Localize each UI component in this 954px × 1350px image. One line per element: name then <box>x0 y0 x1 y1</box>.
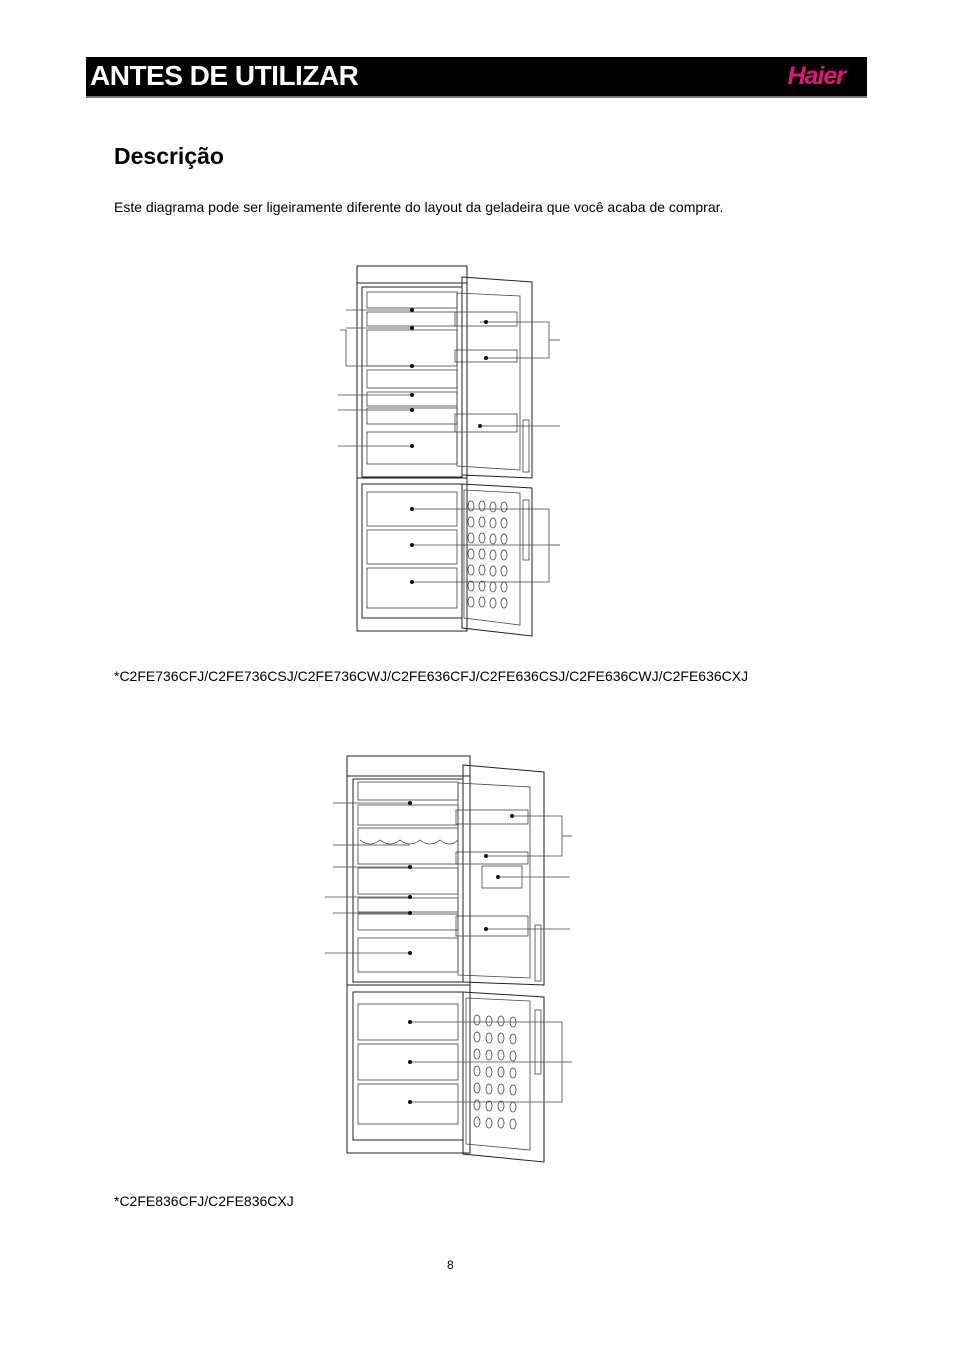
page-number: 8 <box>447 1258 454 1272</box>
door-dimples-1 <box>468 501 507 608</box>
freezer-door-1 <box>462 484 532 636</box>
fridge-body-1 <box>357 266 467 631</box>
brand-logo: Haier <box>787 62 845 90</box>
fridge-shelves-1 <box>367 292 457 464</box>
intro-text: Este diagrama pode ser ligeiramente diferente do layout da geladeira que você acaba de comprar. <box>114 199 724 215</box>
figure-caption-2: *C2FE836CFJ/C2FE836CXJ <box>114 1193 294 1209</box>
callout-dots-1 <box>410 308 488 584</box>
section-title: Descrição <box>114 143 224 169</box>
figure-caption-1: *C2FE736CFJ/C2FE736CSJ/C2FE736CWJ/C2FE636CFJ/C2FE636CSJ/C2FE636CWJ/C2FE636CXJ <box>114 668 749 684</box>
callout-lines-1 <box>338 310 560 582</box>
header-title: ANTES DE UTILIZAR <box>90 60 359 91</box>
